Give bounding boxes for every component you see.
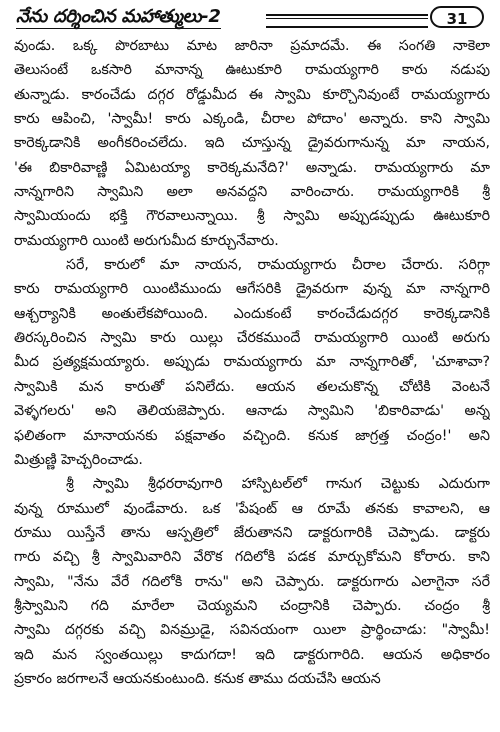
text-line: గారు వచ్చి శ్రీ స్వామివారిని వేరొక గదిలోకి పడక మార్చుకోమని కోరారు. కాని	[14, 549, 490, 566]
text-line: మీద ప్రత్యక్షమయ్యారు. అప్పుడు రామయ్యగారు మా నాన్నగారితో, 'చూశావా?	[14, 354, 490, 371]
text-line: కారు ఆపించి, 'స్వామీ! కారు ఎక్కండి, చీరాల పోదాం' అన్నారు. కాని స్వామి	[14, 111, 490, 128]
paragraph	[14, 34, 490, 253]
text-line: స్వామి దగ్గరకు వచ్చి వినమ్రుడై, సవినయంగా యిలా ప్రార్థించాడు: "స్వామీ!	[14, 622, 490, 639]
text-line: తెలుసంటే ఒకసారి మానాన్న ఊటుకూరి రామయ్యగారి కారు నడుపు	[14, 62, 490, 79]
text-line: కారు రామయ్యగారి యింటిముందు ఆగేసరికి డ్రైవరుగా వున్న మా నాన్నగారి	[14, 281, 490, 298]
text-line: స్వామియందు భక్తి గౌరవాలున్నాయి. శ్రీ స్వామి అప్పుడప్పుడు ఊటుకూరి	[14, 208, 490, 225]
text-line: స్వామి, "నేను వేరే గదిలోకి రాను" అని చెప్పారు. డాక్టరుగారు ఎలాగైనా సరే	[14, 573, 490, 590]
text-line: తున్నాడు. కారంచేడు దగ్గర రోడ్డుమీద ఈ స్వామి కూర్చొనివుంటే రామయ్యగారు	[14, 86, 490, 103]
text-line: రూము యిస్తేనే తాను ఆస్పత్రిలో జేరుతానని డాక్టరుగారికి చెప్పాడు. డాక్టరు	[14, 524, 490, 541]
text-line: నాన్నగారిని స్వామిని అలా అనవద్దని వారించారు. రామయ్యగారికి శ్రీ	[14, 184, 490, 201]
paragraph	[14, 253, 490, 472]
text-line: శ్రీ స్వామి శ్రీధరరావుగారి హాస్పిటల్‌లో గానుగ చెట్టుకు ఎదురుగా	[66, 476, 490, 493]
text-line: ఫలితంగా మానాయనకు పక్షవాతం వచ్చింది. కనుక జాగ్రత్త చంద్రం!' అని	[14, 427, 490, 444]
page-number-badge: 31	[430, 6, 484, 28]
text-line: 'ఈ బికారివాణ్ణి ఏమిటయ్యా కారెక్కమనేది?' అన్నాడు. రామయ్యగారు మా	[14, 159, 490, 176]
text-line: ఆశ్చర్యానికి అంతులేకపోయింది. ఎందుకంటే కారంచేడుదగ్గర కారెక్కడానికి	[14, 305, 490, 322]
text-line: ప్రకారం జరగాలనే ఆయనకుంటుంది. కనుక తాము దయచేసి ఆయన	[14, 670, 381, 687]
text-line: ఇది మన స్వంతయిల్లు కాదుగదా! ఇది డాక్టరుగారిది. ఆయన అధికారం	[14, 646, 490, 663]
header-rule-lines	[266, 14, 428, 28]
body-text	[14, 34, 490, 691]
paragraph	[14, 472, 490, 691]
text-line: కారెక్కడానికి అంగీకరించలేదు. ఇది చూస్తున్న డ్రైవరుగానున్న మా నాయన,	[14, 135, 490, 152]
text-line: వున్న రూములో వుండేవారు. ఒక 'పేషంట్ ఆ రూమే తనకు కావాలని, ఆ	[14, 500, 490, 517]
text-line: శ్రీస్వామిని గది మారేలా చెయ్యమని చంద్రానికి చెప్పారు. చంద్రం శ్రీ	[14, 597, 490, 614]
text-line: వెళ్ళగలరు' అని తెలియజెప్పారు. ఆనాడు స్వామిని 'బికారివాడు' అన్న	[14, 403, 490, 420]
text-line: వుండు. ఒక్క పొరబాటు మాట జారినా ప్రమాదమే. ఈ సంగతి నాకెలా	[14, 38, 490, 54]
text-line: సరే, కారులో మా నాయన, రామయ్యగారు చీరాల చేరారు. సరిగ్గా	[66, 257, 490, 274]
text-line: మిత్రుణ్ణి హెచ్చరించాడు.	[14, 451, 143, 468]
text-line: తిరస్కరించిన స్వామి కారు యిల్లు చేరకముందే రామయ్యగారి యింటి అరుగు	[14, 330, 490, 347]
page-header	[14, 6, 490, 32]
text-line: రామయ్యగారి యింటి అరుగుమీద కూర్చునేవారు.	[14, 232, 279, 249]
text-line: స్వామికి మన కారుతో పనిలేదు. ఆయన తలచుకొన్న చోటికి వెంటనే	[14, 378, 490, 395]
running-title: నేను దర్శించిన మహాత్ములు-2	[16, 6, 221, 27]
